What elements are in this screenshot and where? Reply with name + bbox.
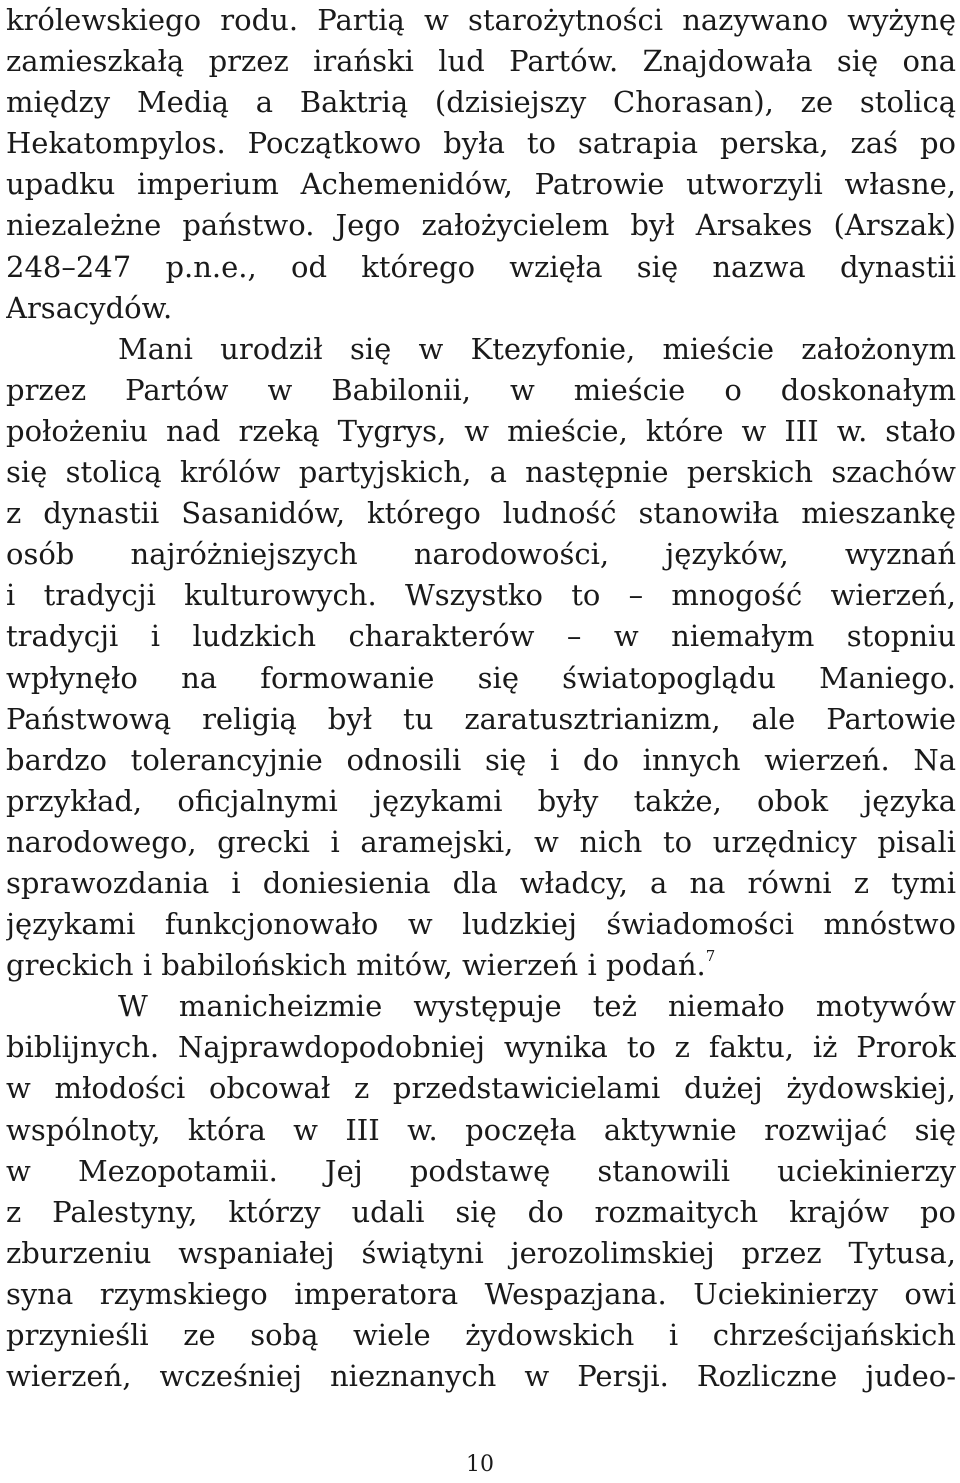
text-line: 248–247 p.n.e., od którego wzięła się nazwa dynastii xyxy=(6,249,956,284)
text-line: przynieśli ze sobą wiele żydowskich i chrześcijańskich xyxy=(6,1318,956,1352)
page-number: 10 xyxy=(466,1452,494,1477)
text-line: między Medią a Baktrią (dzisiejszy Chorasan), ze stolicą xyxy=(6,85,956,120)
text-line: królewskiego rodu. Partią w starożytności nazywano wyżynę xyxy=(6,3,956,37)
text-line: zburzeniu wspaniałej świątyni jerozolimskiej przez Tytusa, xyxy=(6,1235,956,1270)
text-line: syna rzymskiego imperatora Wespazjana. Uciekinierzy owi xyxy=(6,1276,956,1311)
text-line-with-footnote xyxy=(6,945,956,986)
text-line: z Palestyny, którzy udali się do rozmaitych krajów po xyxy=(6,1194,956,1229)
paragraph xyxy=(6,0,956,329)
text-line: przykład, oficjalnymi językami były także, obok języka xyxy=(6,783,956,818)
text-line: i tradycji kulturowych. Wszystko to – mnogość wierzeń, xyxy=(6,578,956,613)
text-line: upadku imperium Achemenidów, Patrowie utworzyli własne, xyxy=(6,167,956,202)
text-line: Mani urodził się w Ktezyfonie, mieście założonym xyxy=(118,331,956,366)
text-line: wpłynęło na formowanie się światopoglądu Maniego. xyxy=(6,660,956,695)
paragraph xyxy=(6,329,956,987)
text-line: zamieszkałą przez irański lud Partów. Znajdowała się ona xyxy=(6,44,956,79)
text-line: osób najróżniejszych narodowości, języków, wyznań xyxy=(6,537,956,572)
text-line: biblijnych. Najprawdopodobniej wynika to z faktu, iż Prorok xyxy=(6,1030,956,1065)
text-line: z dynastii Sasanidów, którego ludność stanowiła mieszankę xyxy=(6,496,956,531)
text-line: niezależne państwo. Jego założycielem był Arsakes (Arszak) xyxy=(6,208,956,243)
text-line: Arsacydów. xyxy=(6,290,173,325)
text-line: w Mezopotamii. Jej podstawę stanowili uciekinierzy xyxy=(6,1153,956,1188)
footnote-reference[interactable]: 7 xyxy=(705,947,716,966)
text-line: językami funkcjonowało w ludzkiej świadomości mnóstwo xyxy=(6,907,956,942)
text-line: Państwową religią był tu zaratusztrianizm, ale Partowie xyxy=(6,701,956,736)
text-line: narodowego, grecki i aramejski, w nich to urzędnicy pisali xyxy=(6,824,956,859)
text-line: W manicheizmie występuje też niemało motywów xyxy=(118,989,956,1024)
text-line: w młodości obcował z przedstawicielami dużej żydowskiej, xyxy=(6,1071,956,1106)
text-line: tradycji i ludzkich charakterów – w niemałym stopniu xyxy=(6,619,956,654)
text-line: bardzo tolerancyjnie odnosili się i do innych wierzeń. Na xyxy=(6,742,956,777)
text-line: się stolicą królów partyjskich, a następnie perskich szachów xyxy=(6,455,956,490)
text-line: położeniu nad rzeką Tygrys, w mieście, które w III w. stało xyxy=(6,413,956,448)
text-line: wierzeń, wcześniej nieznanych w Persji. Rozliczne judeo- xyxy=(6,1359,956,1394)
text-line: Hekatompylos. Początkowo była to satrapia perska, zaś po xyxy=(6,126,956,161)
text-line: greckich i babilońskich mitów, wierzeń i podań. xyxy=(6,948,706,983)
document-body xyxy=(6,0,956,1397)
text-line: sprawozdania i doniesienia dla władcy, a na równi z tymi xyxy=(6,865,956,900)
paragraph xyxy=(6,986,956,1397)
text-line: wspólnoty, która w III w. poczęła aktywnie rozwijać się xyxy=(6,1112,956,1147)
text-line: przez Partów w Babilonii, w mieście o doskonałym xyxy=(6,372,956,407)
